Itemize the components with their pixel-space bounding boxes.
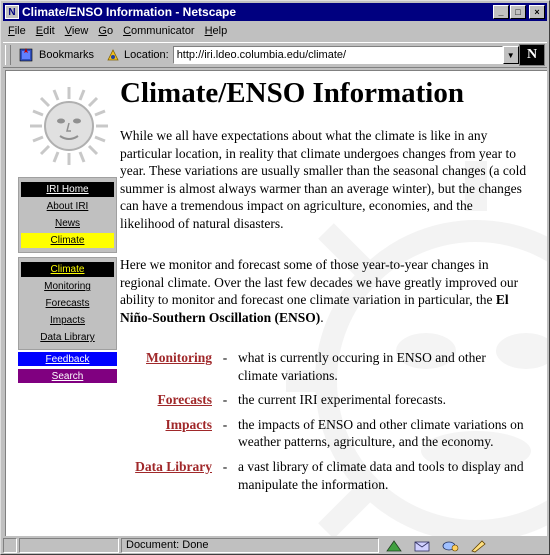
toolbar-grip[interactable]: [5, 45, 11, 65]
definition-description: what is currently occuring in ENSO and other climate variations.: [238, 350, 486, 383]
title-bar: [3, 3, 547, 21]
close-button[interactable]: ×: [529, 5, 545, 19]
bookmarks-icon: [17, 47, 35, 63]
page-title: Climate/ENSO Information: [120, 77, 464, 109]
link-data-library[interactable]: Data Library: [135, 458, 212, 474]
mail-icon[interactable]: [413, 539, 431, 553]
definition-description: the impacts of ENSO and other climate variations on weather patterns, agriculture, and the economy.: [238, 416, 524, 450]
discussion-icon[interactable]: [441, 539, 459, 553]
definition-dash: -: [222, 392, 228, 408]
link-monitoring[interactable]: Monitoring: [146, 350, 212, 365]
location-toolbar: [3, 42, 547, 68]
menu-edit[interactable]: Edit: [35, 25, 55, 37]
nav-climate-active[interactable]: Climate: [21, 233, 114, 248]
nav-monitoring[interactable]: Monitoring: [44, 281, 91, 292]
progress-meter: [19, 538, 119, 553]
nav-about-iri[interactable]: About IRI: [46, 201, 89, 212]
minimize-button[interactable]: _: [493, 5, 509, 19]
netscape-logo[interactable]: N: [519, 44, 545, 66]
page-content: [5, 70, 547, 536]
menu-go[interactable]: Go: [98, 25, 114, 37]
nav-group-site-box: [18, 177, 117, 253]
bookmarks-button[interactable]: [17, 47, 94, 63]
location-label: Location:: [124, 49, 169, 61]
location-label-group: [106, 48, 169, 62]
menu-view[interactable]: View: [64, 25, 89, 37]
sun-logo-icon: [28, 85, 110, 167]
nav-group-site: [18, 177, 117, 253]
status-text: Document: Done: [121, 538, 379, 553]
bookmarks-label: Bookmarks: [39, 49, 95, 61]
nav-group-climate: [18, 257, 117, 350]
definition-dash: -: [222, 350, 228, 365]
nav-feedback[interactable]: Feedback: [18, 352, 117, 366]
nav-iri-home[interactable]: IRI Home: [21, 182, 114, 197]
link-impacts[interactable]: Impacts: [165, 416, 212, 432]
security-lock-icon[interactable]: [3, 538, 17, 553]
netscape-app-icon[interactable]: N: [5, 5, 19, 19]
nav-climate[interactable]: Climate: [21, 262, 114, 277]
definition-dash: -: [222, 416, 228, 432]
nav-news[interactable]: News: [54, 218, 80, 229]
menu-bar: [3, 22, 547, 40]
menu-communicator[interactable]: Communicator: [123, 25, 195, 37]
nav-search[interactable]: Search: [18, 369, 117, 383]
definition-row: [120, 458, 540, 493]
menu-file[interactable]: File: [8, 25, 26, 37]
location-url-input[interactable]: http://iri.ldeo.columbia.edu/climate/: [173, 46, 503, 64]
enso-paragraph-text: Here we monitor and forecast some of those year-to-year changes in regional climate. Over the last few decades we have greatly improved our ability to monitor and forecast one climate variation in particular, the: [120, 257, 519, 308]
definition-row: [120, 349, 540, 384]
window-title: Climate/ENSO Information - Netscape: [22, 5, 237, 19]
enso-term: El Niño-Southern Oscillation (ENSO): [120, 292, 509, 325]
definition-row: [120, 391, 540, 409]
definition-description: a vast library of climate data and tools to display and manipulate the information.: [238, 458, 524, 492]
enso-paragraph: [120, 256, 530, 326]
composer-icon[interactable]: [469, 539, 487, 553]
nav-impacts[interactable]: Impacts: [49, 315, 85, 326]
nav-forecasts[interactable]: Forecasts: [45, 298, 90, 309]
definition-description: the current IRI experimental forecasts.: [238, 392, 447, 408]
nav-group-climate-box: [18, 257, 117, 350]
enso-paragraph-end: .: [320, 309, 324, 325]
maximize-button[interactable]: □: [510, 5, 526, 19]
component-bar: [385, 539, 497, 553]
status-bar: [3, 537, 547, 554]
intro-paragraph: While we all have expectations about what the climate is like in any particular location, in reality that climate undergoes changes from year to year. These variations are usually smaller than the seasonal changes (a cold summer is almost always warmer than an average winter), but the changes can have a tremendous impact on agriculture, economies, and the likelihood of natural disasters.: [120, 128, 527, 231]
page-proxy-icon[interactable]: [106, 48, 120, 62]
nav-group-tools: [18, 352, 117, 383]
definition-dash: -: [222, 458, 228, 474]
section-definition-list: [120, 349, 540, 500]
nav-data-library[interactable]: Data Library: [40, 332, 95, 343]
definition-row: [120, 416, 540, 451]
navigator-icon[interactable]: [385, 539, 403, 553]
link-forecasts[interactable]: Forecasts: [157, 392, 212, 408]
url-dropdown-arrow-icon[interactable]: ▼: [503, 46, 519, 64]
menu-help[interactable]: Help: [204, 25, 228, 37]
